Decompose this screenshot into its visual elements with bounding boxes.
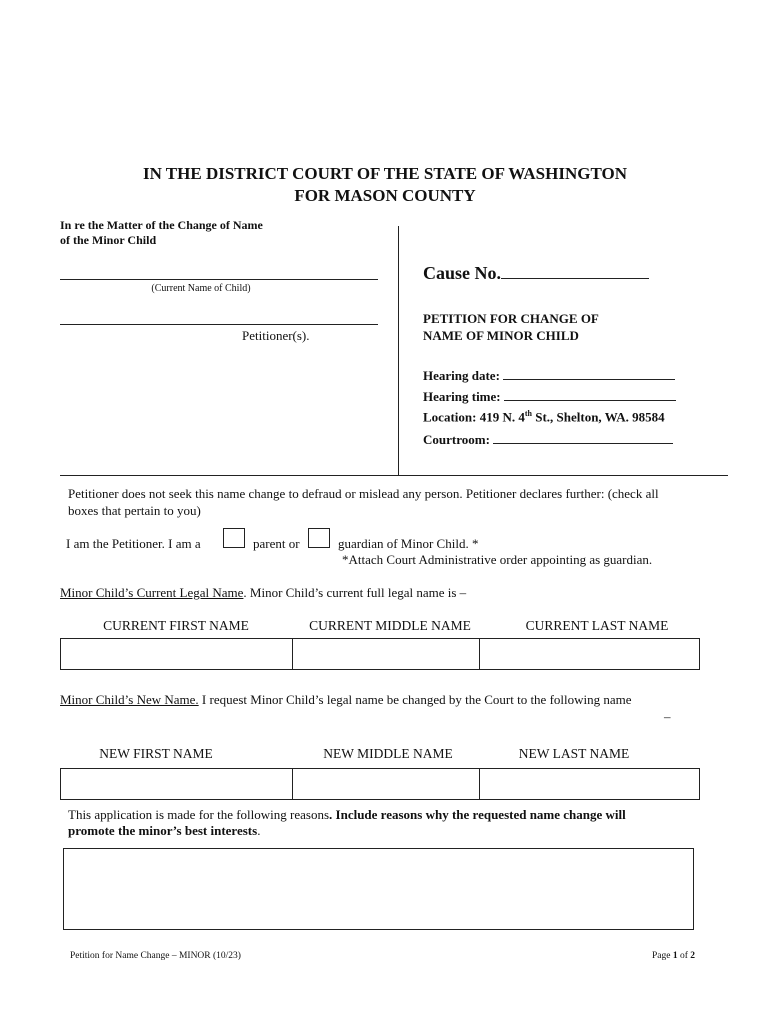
new-first-header: NEW FIRST NAME <box>99 746 213 761</box>
hearing-date-label: Hearing date: <box>423 368 500 383</box>
new-name-text: I request Minor Child’s legal name be changed by the Court to the following name <box>198 692 632 707</box>
new-last-name-field[interactable] <box>479 768 700 800</box>
new-name-dash: – <box>664 709 671 724</box>
intro-line1: Petitioner does not seek this name change to defraud or mislead any person. Petitioner declares further: (check all <box>68 486 659 501</box>
reasons-bold-line2: promote the minor’s best interests <box>68 823 258 838</box>
hearing-date <box>423 367 675 384</box>
matter-line2: of the Minor Child <box>60 233 157 247</box>
current-name-label: (Current Name of Child) <box>151 283 251 294</box>
reasons-line2 <box>68 823 260 839</box>
cause-no <box>423 262 649 284</box>
hearing-date-field[interactable] <box>503 367 675 380</box>
court-title-line2: FOR MASON COUNTY <box>294 186 476 205</box>
current-first-name-field[interactable] <box>60 638 293 670</box>
hearing-time-field[interactable] <box>504 388 676 401</box>
courtroom <box>423 431 673 448</box>
current-middle-name-field[interactable] <box>292 638 480 670</box>
page-number: Page 1 of 2 <box>652 951 696 961</box>
courtroom-field[interactable] <box>493 431 673 444</box>
new-middle-header: NEW MIDDLE NAME <box>323 746 453 761</box>
current-name-sentence <box>60 585 466 601</box>
parent-checkbox[interactable] <box>223 528 245 548</box>
petition-title-line2: NAME OF MINOR CHILD <box>423 328 579 343</box>
new-middle-name-field[interactable] <box>292 768 480 800</box>
location-sup: th <box>524 409 532 418</box>
location-post: St., Shelton, WA. 98584 <box>531 409 665 425</box>
current-last-header: CURRENT LAST NAME <box>525 618 669 633</box>
petitioner-text: I am the Petitioner. I am a <box>66 536 201 551</box>
petition-title-line1: PETITION FOR CHANGE OF <box>423 311 599 326</box>
location <box>423 409 665 425</box>
reasons-text: This application is made for the following reasons <box>68 807 330 822</box>
current-middle-header: CURRENT MIDDLE NAME <box>309 618 471 633</box>
new-last-header: NEW LAST NAME <box>518 746 630 761</box>
new-first-name-field[interactable] <box>60 768 293 800</box>
current-name-line <box>60 279 378 280</box>
new-name-heading: Minor Child’s New Name. <box>60 692 199 707</box>
new-name-sentence <box>60 692 632 708</box>
current-first-header: CURRENT FIRST NAME <box>103 618 249 633</box>
court-title-line1: IN THE DISTRICT COURT OF THE STATE OF WASHINGTON <box>142 164 628 183</box>
current-name-heading: Minor Child’s Current Legal Name <box>60 585 244 600</box>
matter-line1: In re the Matter of the Change of Name <box>60 218 263 232</box>
petitioner-line <box>60 324 378 325</box>
cause-no-field[interactable] <box>501 262 649 279</box>
guardian-note: *Attach Court Administrative order appointing as guardian. <box>342 552 653 567</box>
caption-divider <box>398 226 399 476</box>
cause-no-label: Cause No. <box>423 263 502 283</box>
current-last-name-field[interactable] <box>479 638 700 670</box>
location-label: Location: <box>423 409 477 425</box>
caption-bottom-rule <box>60 475 728 476</box>
hearing-time-label: Hearing time: <box>423 389 501 404</box>
parent-label: parent or <box>253 536 300 551</box>
reasons-textarea[interactable] <box>63 848 694 930</box>
reasons-bold-line1: . Include reasons why the requested name change will <box>329 807 626 822</box>
hearing-time <box>423 388 676 405</box>
intro-line2: boxes that pertain to you) <box>68 503 201 518</box>
reasons-line1 <box>68 807 626 823</box>
form-id: Petition for Name Change – MINOR (10/23) <box>70 951 241 961</box>
guardian-label: guardian of Minor Child. * <box>338 536 479 551</box>
petitioners-label: Petitioner(s). <box>242 328 310 343</box>
reasons-end: . <box>257 823 261 838</box>
current-name-text: . Minor Child’s current full legal name is – <box>243 585 467 600</box>
guardian-checkbox[interactable] <box>308 528 330 548</box>
courtroom-label: Courtroom: <box>423 432 490 447</box>
location-pre: 419 N. 4 <box>479 409 525 425</box>
